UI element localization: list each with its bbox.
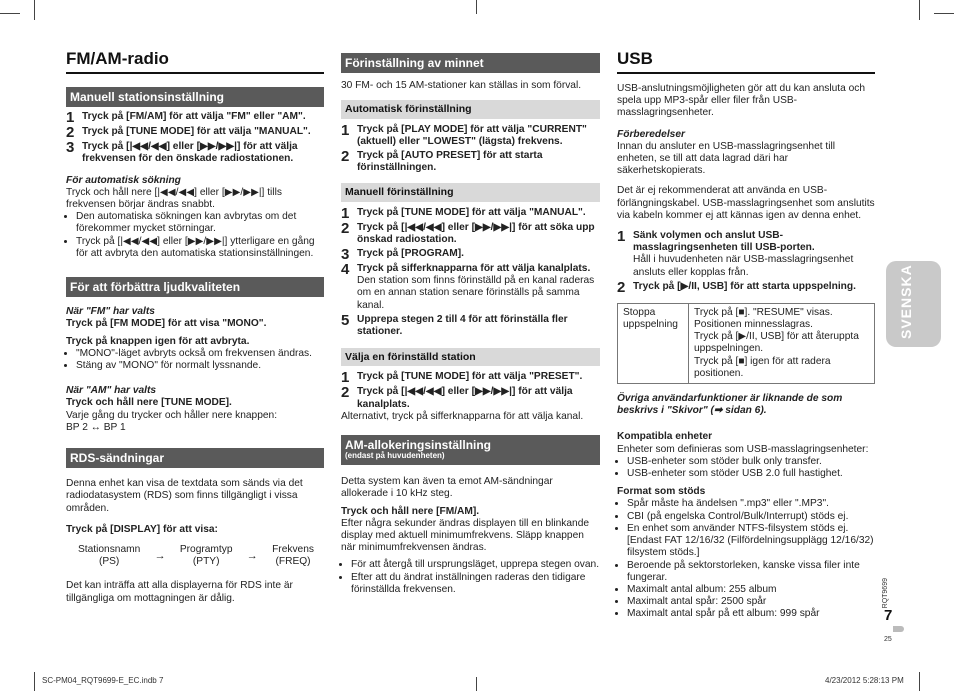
footer-file: SC-PM04_RQT9699-E_EC.indb 7 bbox=[42, 676, 164, 685]
am-allocation-instruction: Tryck och håll nere [FM/AM]. bbox=[341, 505, 480, 517]
step: 2 Tryck på [AUTO PRESET] för att starta förinställningen. bbox=[341, 148, 543, 174]
table-cell-desc: Tryck på [■]. "RESUME" visas. Positionen minnesslagras. Tryck på [▶/II, USB] för att återuppta uppspelningen. Tryck på [■] igen för att radera positionen. bbox=[689, 303, 875, 383]
step: 3 Tryck på [PROGRAM]. bbox=[341, 246, 464, 264]
rds-intro: Denna enhet kan visa de textdata som sänds via det radiodatasystem (RDS) som finns tillgängligt i vissa områden. bbox=[66, 478, 303, 514]
sound-quality-heading: För att förbättra ljudkvaliteten bbox=[66, 277, 324, 297]
am-allocation-heading: AM-allokeringsinställning (endast på huvudenheten) bbox=[341, 435, 600, 465]
compat-list bbox=[617, 456, 875, 480]
list-item: • "MONO"-läget avbryts också om frekvensen ändras. bbox=[76, 348, 324, 360]
crop-mark bbox=[934, 13, 954, 14]
step: 2 Tryck på [TUNE MODE] för att välja "MANUAL". bbox=[66, 124, 311, 142]
table-row bbox=[618, 303, 875, 383]
step: 4 Tryck på sifferknapparna för att välja kanalplats. Den station som finns förinställd på en kanal raderas om en annan station senare förinställs på samma kanal. bbox=[341, 261, 595, 311]
crop-mark bbox=[476, 0, 477, 14]
step: 2 Tryck på [▶/II, USB] för att starta uppspelning. bbox=[617, 278, 856, 296]
rds-ps: Stationsnamn (PS) bbox=[78, 544, 141, 568]
crop-mark bbox=[919, 672, 920, 691]
preset-intro: 30 FM- och 15 AM-stationer kan ställas in som förval. bbox=[341, 80, 582, 92]
am-allocation-notes bbox=[341, 559, 600, 596]
step: 2 Tryck på [|◀◀/◀◀] eller [▶▶/▶▶|] för att välja kanalplats. bbox=[341, 384, 573, 410]
footer-timestamp: 4/23/2012 5:28:13 PM bbox=[825, 676, 904, 685]
step: 2 Tryck på [|◀◀/◀◀] eller [▶▶/▶▶|] för att söka upp önskad radiostation. bbox=[341, 219, 595, 245]
step: 1 Tryck på [TUNE MODE] för att välja "PRESET". bbox=[341, 369, 583, 387]
table-cell-label: Stoppa uppspelning bbox=[618, 303, 689, 383]
am-allocation-intro: Detta system kan även ta emot AM-sändningar allokerade i 10 kHz steg. bbox=[341, 476, 553, 500]
am-allocation-desc: Efter några sekunder ändras displayen till en blinkande display med aktuell minimumfrekvens. Släpp knappen när minimumfrekvensen ändras. bbox=[341, 517, 590, 554]
auto-preset-heading: Automatisk förinställning bbox=[341, 100, 600, 118]
step: 3 Tryck på [|◀◀/◀◀] eller [▶▶/▶▶|] för att välja frekvensen för den önskade radiostationen. bbox=[66, 139, 298, 165]
auto-search-title: För automatisk sökning bbox=[66, 174, 181, 186]
step: 5 Upprepa stegen 2 till 4 för att förinställa fler stationer. bbox=[341, 311, 568, 338]
crop-mark bbox=[34, 672, 35, 691]
list-item: • En enhet som använder NTFS-filsystem stöds ej. [Endast FAT 12/16/32 (Filfördelningsupplägg 12/16/32) filsystem stöds.] bbox=[627, 523, 875, 560]
column-preset bbox=[341, 53, 600, 596]
column-fm-am-radio bbox=[66, 48, 324, 605]
crop-mark bbox=[34, 0, 35, 20]
prep-title: Förberedelser bbox=[617, 128, 685, 140]
list-item: • Efter att du ändrat inställningen raderas den tidigare förinställda frekvensen. bbox=[351, 572, 600, 596]
list-item: • Beroende på sektorstorleken, kanske vissa filer inte fungerar. bbox=[627, 560, 875, 584]
page-marker-shape bbox=[893, 626, 904, 632]
rds-note: Det kan inträffa att alla displayerna för RDS inte är tillgängliga om mottagningen är dålig. bbox=[66, 580, 293, 604]
prep-text: Innan du ansluter en USB-masslagringsenhet till enheten, se till att data lagrad däri har säkerhetskopierats. bbox=[617, 140, 836, 177]
stop-playback-table bbox=[617, 303, 875, 384]
manual-tuning-heading: Manuell stationsinställning bbox=[66, 87, 324, 107]
step: 1 Tryck på [TUNE MODE] för att välja "MANUAL". bbox=[341, 204, 586, 222]
list-item: • CBI (på engelska Control/Bulk/Interrupt) stöds ej. bbox=[627, 511, 875, 523]
rds-freq: Frekvens (FREQ) bbox=[272, 544, 314, 568]
list-item: • Stäng av "MONO" för normalt lyssnande. bbox=[76, 360, 324, 372]
crop-mark bbox=[476, 677, 477, 691]
am-allocation-subheading: (endast på huvudenheten) bbox=[345, 451, 445, 461]
section-title: USB bbox=[617, 48, 875, 74]
rds-display-sequence bbox=[66, 544, 324, 568]
manual-preset-heading: Manuell förinställning bbox=[341, 183, 600, 201]
section-title: FM/AM-radio bbox=[66, 48, 324, 74]
mono-notes bbox=[66, 348, 324, 372]
column-usb bbox=[617, 48, 875, 621]
crop-mark bbox=[0, 13, 20, 14]
beat-proof-toggle: BP 2 ↔ BP 1 bbox=[66, 421, 126, 433]
cancel-instruction: Tryck på knappen igen för att avbryta. bbox=[66, 335, 250, 347]
list-item: • Tryck på [|◀◀/◀◀] eller [▶▶/▶▶|] ytterligare en gång för att avbryta den automatiska stationsinställningen. bbox=[76, 236, 324, 260]
compat-text: Enheter som definieras som USB-masslagringsenheter: bbox=[617, 443, 869, 455]
list-item: • Maximalt antal album: 255 album bbox=[627, 584, 875, 596]
compat-title: Kompatibla enheter bbox=[617, 431, 713, 443]
fm-selected-title: När "FM" har valts bbox=[66, 306, 155, 318]
arrow-right-icon: → bbox=[246, 550, 258, 563]
auto-search-text: Tryck och håll nere [|◀◀/◀◀] eller [▶▶/▶▶|] tills frekvensen börjar ändras snabbt. bbox=[66, 186, 282, 211]
other-functions-note: Övriga användarfunktioner är liknande de som beskrivs i "Skivor" (➡ sidan 6). bbox=[617, 393, 843, 417]
format-list bbox=[617, 498, 875, 620]
list-item: • USB-enheter som stöder bulk only transfer. bbox=[627, 456, 875, 468]
page-number-small: 25 bbox=[884, 636, 892, 643]
list-item: • För att återgå till ursprungsläget, upprepa stegen ovan. bbox=[351, 559, 600, 571]
rds-display-instruction: Tryck på [DISPLAY] för att visa: bbox=[66, 523, 218, 535]
rds-heading: RDS-sändningar bbox=[66, 448, 324, 468]
list-item: • USB-enheter som stöder USB 2.0 full hastighet. bbox=[627, 468, 875, 480]
am-instruction-note: Varje gång du trycker och håller nere knappen: bbox=[66, 409, 278, 421]
list-item: • Maximalt antal spår: 2500 spår bbox=[627, 596, 875, 608]
preset-heading: Förinställning av minnet bbox=[341, 53, 600, 73]
language-tab bbox=[886, 261, 941, 347]
select-preset-alt: Alternativt, tryck på sifferknapparna för att välja kanal. bbox=[341, 410, 584, 422]
language-tab-label: SVENSKA bbox=[898, 264, 914, 339]
am-selected-title: När "AM" har valts bbox=[66, 385, 157, 397]
list-item: • Den automatiska sökningen kan avbrytas om det förekommer mycket störningar. bbox=[76, 211, 324, 235]
fm-mode-instruction: Tryck på [FM MODE] för att visa "MONO". bbox=[66, 318, 267, 330]
crop-mark bbox=[919, 0, 920, 20]
rds-pty: Programtyp (PTY) bbox=[179, 544, 233, 568]
list-item: • Maximalt antal spår på ett album: 999 spår bbox=[627, 608, 875, 620]
auto-search-notes bbox=[66, 211, 324, 260]
select-preset-heading: Välja en förinställd station bbox=[341, 348, 600, 366]
format-title: Format som stöds bbox=[617, 486, 706, 498]
step: 1 Tryck på [FM/AM] för att välja "FM" eller "AM". bbox=[66, 109, 306, 127]
step: 1 Tryck på [PLAY MODE] för att välja "CURRENT" (aktuell) eller "LOWEST" (lägsta) frekvens. bbox=[341, 121, 587, 147]
document-code: RQT9699 bbox=[882, 578, 889, 609]
am-instruction: Tryck och håll nere [TUNE MODE]. bbox=[66, 397, 232, 409]
usb-warning: Det är ej rekommenderat att använda en USB-förlängningskabel. USB-masslagringsenhet som anslutits via kabeln kommer ej att kännas igen av denna enhet. bbox=[617, 185, 875, 221]
step: 1 Sänk volymen och anslut USB-masslagringsenheten till USB-porten. Håll i huvudenheten när USB-masslagringsenhet ansluts eller kopplas från. bbox=[617, 228, 854, 278]
list-item: • Spår måste ha ändelsen ".mp3" eller ".MP3". bbox=[627, 498, 875, 510]
page-number: 7 bbox=[884, 607, 893, 624]
usb-intro: USB-anslutningsmöjligheten gör att du kan ansluta och spela upp MP3-spår eller filer från USB-masslagringsenheter. bbox=[617, 83, 866, 119]
arrow-right-icon: → bbox=[154, 550, 166, 563]
